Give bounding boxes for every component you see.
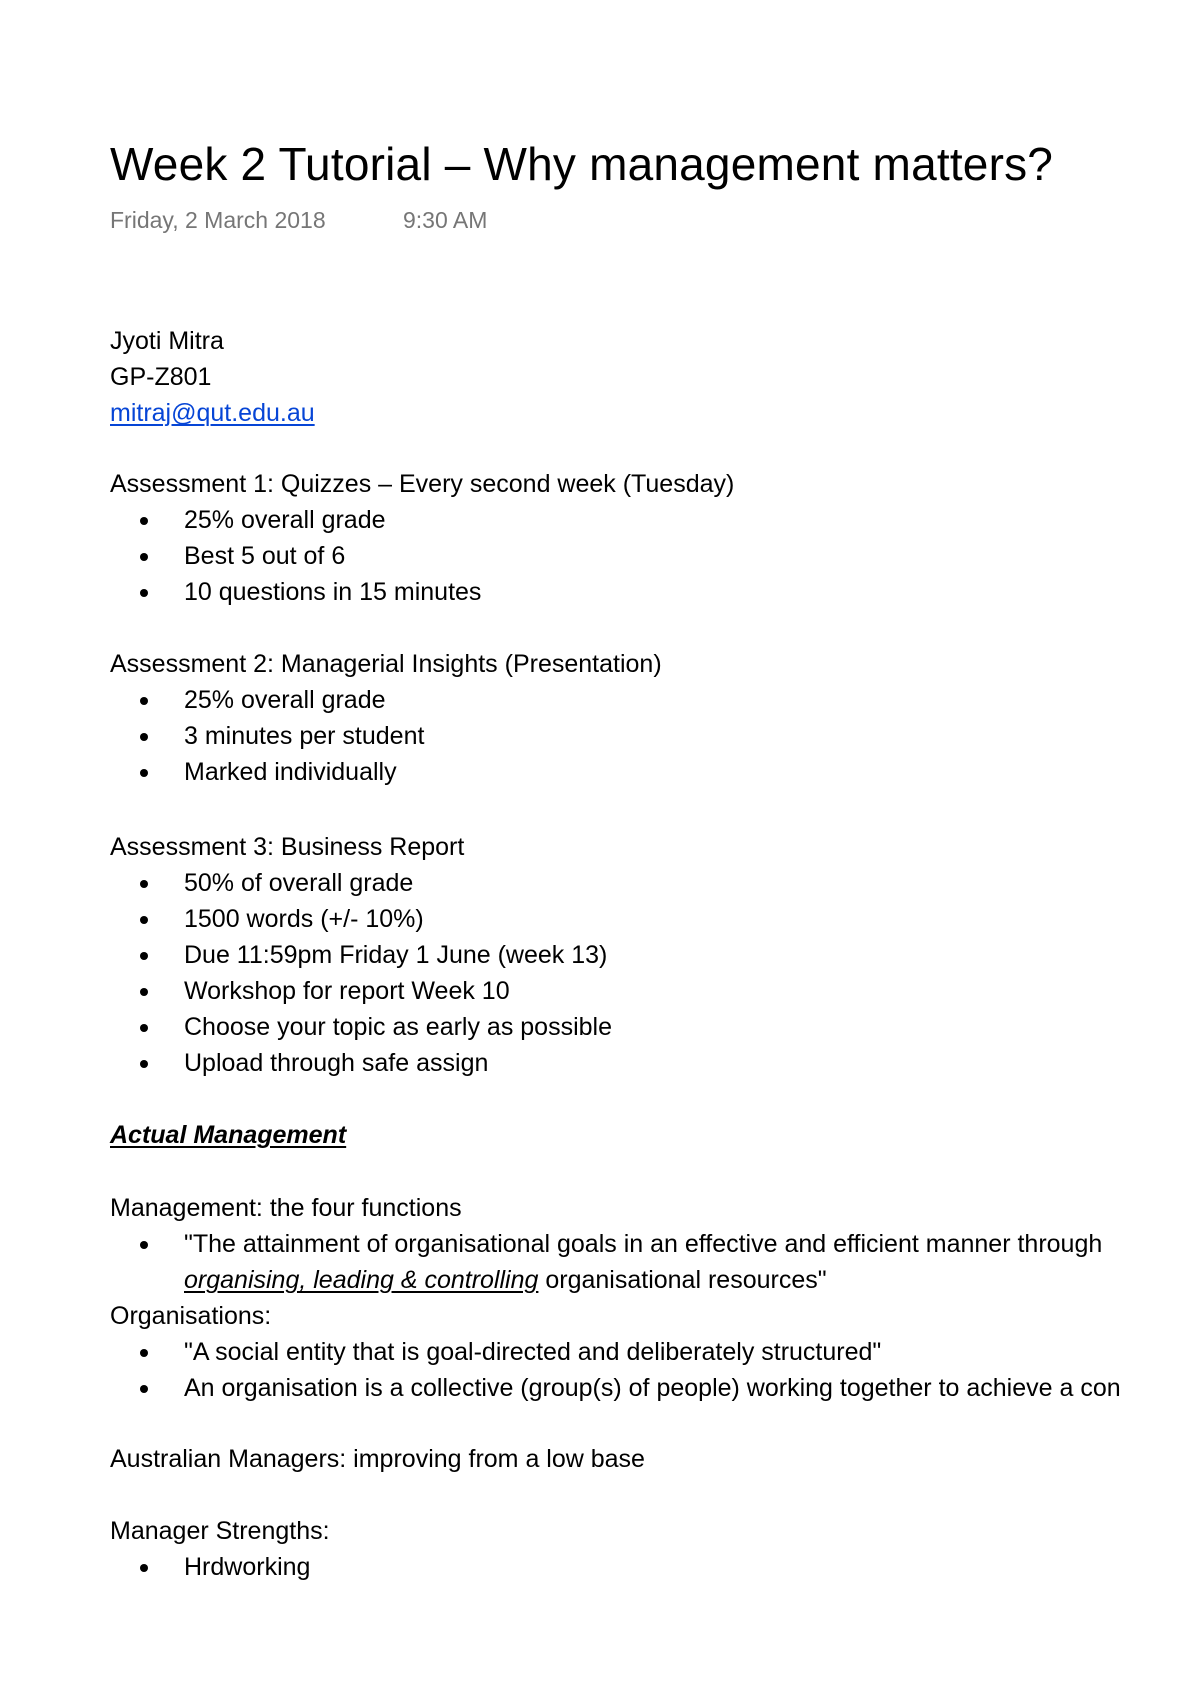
list-item: Choose your topic as early as possible — [110, 1009, 612, 1045]
assessment-3-section — [110, 829, 612, 1081]
contact-name: Jyoti Mitra — [110, 327, 224, 355]
assessment-2-section — [110, 646, 662, 790]
management-heading: Management: the four functions — [110, 1194, 462, 1222]
page-title: Week 2 Tutorial – Why management matters? — [110, 138, 1054, 190]
bullet-icon — [140, 733, 148, 741]
list-item: 1500 words (+/- 10%) — [110, 901, 612, 937]
bullet-icon — [140, 517, 148, 525]
list-item: "The attainment of organisational goals in an effective and efficient manner through — [110, 1226, 1102, 1262]
emphasis-text: organising, leading & controlling — [184, 1266, 539, 1294]
organisations-list — [110, 1334, 1121, 1406]
bullet-icon — [140, 769, 148, 777]
list-item: Workshop for report Week 10 — [110, 973, 612, 1009]
list-item: 3 minutes per student — [110, 718, 662, 754]
list-item-continuation: organising, leading & controlling organisational resources" — [184, 1266, 827, 1294]
bullet-icon — [140, 697, 148, 705]
contact-email-link[interactable]: mitraj@qut.edu.au — [110, 399, 315, 427]
assessment-2-heading: Assessment 2: Managerial Insights (Presentation) — [110, 650, 662, 678]
list-item: Upload through safe assign — [110, 1045, 612, 1081]
management-section — [110, 1190, 1102, 1298]
assessment-1-section — [110, 466, 734, 610]
list-item: 25% overall grade — [110, 682, 662, 718]
list-item: Best 5 out of 6 — [110, 538, 734, 574]
actual-management-section — [110, 1117, 346, 1153]
note-time: 9:30 AM — [403, 207, 488, 233]
contact-block — [110, 323, 315, 431]
bullet-icon — [140, 589, 148, 597]
bullet-icon — [140, 1564, 148, 1572]
list-item: 50% of overall grade — [110, 865, 612, 901]
manager-strengths-heading: Manager Strengths: — [110, 1517, 330, 1545]
management-list — [110, 1226, 1102, 1298]
bullet-icon — [140, 988, 148, 996]
bullet-icon — [140, 916, 148, 924]
list-item: 10 questions in 15 minutes — [110, 574, 734, 610]
bullet-icon — [140, 553, 148, 561]
assessment-3-heading: Assessment 3: Business Report — [110, 833, 465, 861]
bullet-icon — [140, 1349, 148, 1357]
organisations-section — [110, 1298, 1121, 1406]
list-item: "A social entity that is goal-directed and deliberately structured" — [110, 1334, 1121, 1370]
manager-strengths-list — [110, 1549, 330, 1585]
list-item: 25% overall grade — [110, 502, 734, 538]
contact-room: GP-Z801 — [110, 363, 212, 391]
list-item: An organisation is a collective (group(s) of people) working together to achieve a con — [110, 1370, 1121, 1406]
list-item: Due 11:59pm Friday 1 June (week 13) — [110, 937, 612, 973]
bullet-icon — [140, 1060, 148, 1068]
assessment-1-list — [110, 502, 734, 610]
australian-managers-section — [110, 1441, 645, 1477]
list-item: Hrdworking — [110, 1549, 330, 1585]
manager-strengths-section — [110, 1513, 330, 1585]
section-heading: Actual Management — [110, 1121, 347, 1149]
organisations-heading: Organisations: — [110, 1302, 272, 1330]
assessment-2-list — [110, 682, 662, 790]
bullet-icon — [140, 1024, 148, 1032]
list-item: Marked individually — [110, 754, 662, 790]
bullet-icon — [140, 952, 148, 960]
australian-managers-text: Australian Managers: improving from a low base — [110, 1445, 645, 1473]
bullet-icon — [140, 1385, 148, 1393]
assessment-3-list — [110, 865, 612, 1081]
assessment-1-heading: Assessment 1: Quizzes – Every second week (Tuesday) — [110, 470, 735, 498]
bullet-icon — [140, 1241, 148, 1249]
note-date: Friday, 2 March 2018 — [110, 207, 326, 233]
bullet-icon — [140, 880, 148, 888]
